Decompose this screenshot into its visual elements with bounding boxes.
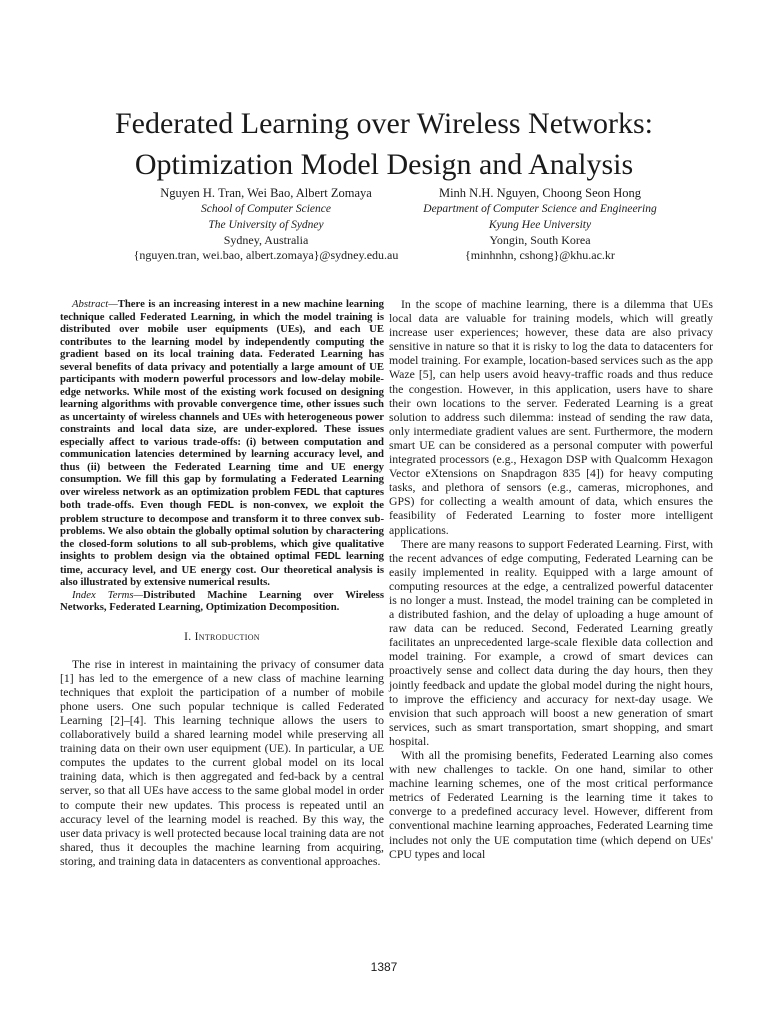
author-university: The University of Sydney (208, 218, 324, 231)
title-line-2: Optimization Model Design and Analysis (134, 148, 634, 181)
author-location: Yongin, South Korea (489, 232, 591, 247)
index-terms-text: Distributed Machine Learning over Wireless Networks, Federated Learning, Optimization Decomposition. (60, 588, 384, 613)
paper-title (0, 103, 768, 185)
fedl-term: FEDL (293, 486, 320, 498)
title-line-1: Federated Learning over Wireless Networks: (114, 107, 654, 140)
author-location: Sydney, Australia (223, 232, 309, 247)
author-email: {minhnhn, cshong}@khu.ac.kr (465, 248, 615, 263)
abstract-text-4: learning time, accuracy level, and UE energy cost. Our theoretical analysis is also illustrated by extensive numerical results. (60, 550, 384, 588)
page-number: 1387 (370, 960, 398, 974)
section-title: Introduction (194, 630, 260, 643)
abstract (60, 298, 384, 589)
index-terms-lead: Index Terms— (72, 588, 144, 601)
author-university: Kyung Hee University (488, 218, 592, 231)
author-names: Minh N.H. Nguyen, Choong Seon Hong (438, 186, 642, 200)
author-department: School of Computer Science (201, 203, 331, 216)
fedl-term: FEDL (207, 500, 234, 511)
body-paragraph: The rise in interest in maintaining the privacy of consumer data [1] has led to the emergence of a new class of machine learning techniques that exploit the participation of a number of mobile phone users. One such popular technique is called Federated Learning [2]–[4]. This learning technique allows the users to collaboratively build a shared learning model while preserving all training data on their own user equipment (UE). In particular, a UE computes the updates to the current global model on its local training data, which is then aggregated and fed-back by a central server, so that all UEs have access to the same global model in order to compute their new updates. This process is repeated until an accuracy level of the learning model is reached. By this way, the user data privacy is well protected because local training data are not shared, thus it decouples the machine learning from acquiring, storing, and training data in datacenters as conventional approaches. (60, 657, 384, 868)
author-names: Nguyen H. Tran, Wei Bao, Albert Zomaya (160, 186, 372, 200)
body-paragraph: There are many reasons to support Federated Learning. First, with the recent advances of edge computing, Federated Learning can be easily implemented in reality. Equipped with a large amount of computing resources at the edge, a centralized powerful datacenter is no longer a must. Instead, the model training can be completed in a distributed fashion, and the delay of uploading a huge amount of raw data can be reduced. Second, Federated Learning greatly facilitates an unprecedented large-scale flexible data collection and model training. For example, a crowd of smart devices can proactively sense and collect data during the day hours, then they jointly feedback and update the global model during the night hours, to improve the efficiency and accuracy for next-day usage. We envision that such approach will boost a new generation of smart services, such as smart transportation, smart shopping, and smart hospital. (389, 537, 713, 748)
abstract-text-1: There is an increasing interest in a new machine learning technique called Federated Learning, in which the model training is distributed over mobile user equipments (UEs), and each UE contributes to the learning model by independently computing the gradient based on its local training data. Federated Learning has several benefits of data privacy and potentially a large amount of UE participants with modern powerful processors and low-delay mobile-edge networks. While most of the existing work focused on designing learning algorithms with provable convergence time, other issues such as uncertainty of wireless channels and UEs with heterogeneous power constraints and local data size, are under-explored. These issues especially affect to various trade-offs: (i) between computation and communication latencies determined by learning accuracy level, and thus (ii) between the Federated Learning time and UE energy consumption. We fill this gap by formulating a Federated Learning over wireless network as an optimization problem (60, 298, 384, 498)
fedl-term: FEDL (314, 551, 341, 562)
author-email: {nguyen.tran, wei.bao, albert.zomaya}@sydney.edu.au (133, 248, 399, 263)
section-heading-introduction (60, 630, 384, 644)
index-terms (60, 589, 384, 614)
author-block-khu (360, 186, 720, 263)
abstract-text-2: that captures both trade-offs. Even though (60, 485, 384, 511)
body-paragraph: With all the promising benefits, Federated Learning also comes with new challenges to tackle. On one hand, similar to other machine learning schemes, one of the most critical performance metrics of Federated Learning is the learning time it takes to converge to a predefined accuracy level. However, different from conventional machine learning approaches, Federated Learning time includes not only the UE computation time (which depend on UEs' CPU types and local (389, 749, 713, 861)
left-column (60, 298, 384, 869)
author-department: Department of Computer Science and Engineering (423, 203, 657, 216)
section-number: I. (184, 630, 195, 643)
abstract-text-3: is non-convex, we exploit the problem structure to decompose and transform it to three convex sub-problems. We also obtain the globally optimal solution by charactering the closed-form solutions to all sub-problems, which give qualitative insights to problem design via the obtained optimal (60, 499, 385, 562)
abstract-lead: Abstract— (72, 298, 118, 310)
body-paragraph: In the scope of machine learning, there is a dilemma that UEs local data are valuable for training models, which will greatly increase user experiences; however, these data are also privacy sensitive in nature so that it is risky to log the data to datacenters for model training. For example, location-based services such as the app Waze [5], can help users avoid heavy-traffic roads and thus reduce the congestion. However, in this application, users have to share their own locations to the server. Federated Learning is a great solution to address such dilemma: instead of sending the raw data, only intermediate gradient values are sent. Furthermore, the modern smart UE can be considered as a personal computer with powerful integrated processors (e.g., Hexagon DSP with Qualcomm Hexagon Vector eXtensions on Snapdragon 835 [4]) for heavy computing tasks, and plethora of sensors (e.g., cameras, microphones, and GPS) for collecting a wealth amount of data, which ensures the feasibility of Federated Learning to foster more intelligent applications. (389, 298, 713, 537)
right-column (389, 298, 713, 862)
